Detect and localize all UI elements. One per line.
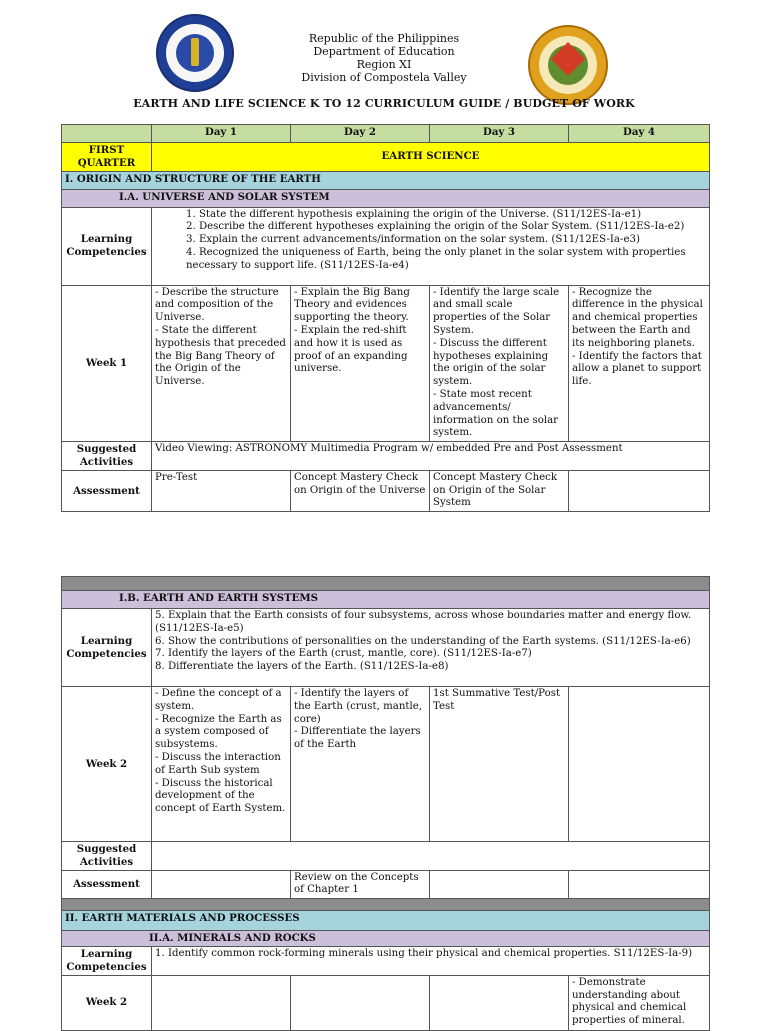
day-header: Day 1 [152, 125, 291, 143]
header-line-region: Region XI [356, 58, 412, 71]
assessment-cell: Concept Mastery Check on Origin of the Universe [291, 470, 430, 511]
suggested-activities-label: Suggested Activities [62, 442, 152, 471]
gray-separator [62, 899, 710, 911]
assessment-cell [430, 870, 569, 899]
assessment-cell: Review on the Concepts of Chapter 1 [291, 870, 430, 899]
subsection-heading: II.A. MINERALS AND ROCKS [62, 931, 710, 947]
week-cell: - Identify the large scale and small scale properties of the Solar System. - Discuss the different hypotheses explaining the origin of the solar system. - State most recent advancements/ information on the solar system. [430, 285, 569, 442]
learning-competencies-label: Learning Competencies [62, 947, 152, 976]
day-header: Day 3 [430, 125, 569, 143]
week-cell: - Explain the Big Bang Theory and evidences supporting the theory. - Explain the red-shift and how it is used as proof of an expanding universe. [291, 285, 430, 442]
week-cell [430, 975, 569, 1030]
week-cell: - Identify the layers of the Earth (crust, mantle, core) - Differentiate the layers of the Earth [291, 687, 430, 842]
week-label: Week 1 [62, 285, 152, 442]
assessment-cell: Concept Mastery Check on Origin of the Solar System [430, 470, 569, 511]
subsection-heading: I.B. EARTH AND EARTH SYSTEMS [62, 591, 710, 609]
section-heading: II. EARTH MATERIALS AND PROCESSES [62, 911, 710, 931]
division-seal-icon [528, 25, 608, 105]
suggested-activities-text [152, 842, 710, 871]
day-header: Day 2 [291, 125, 430, 143]
government-heading [220, 32, 548, 84]
week-cell: - Define the concept of a system. - Recognize the Earth as a system composed of subsystems. - Discuss the interaction of Earth Sub system - Discuss the historical development of the concept of Earth System. [152, 687, 291, 842]
week-label: Week 2 [62, 687, 152, 842]
day-header-row [62, 125, 710, 143]
header-line-department: Department of Education [313, 45, 455, 58]
assessment-cell [152, 870, 291, 899]
week-cell: 1st Summative Test/Post Test [430, 687, 569, 842]
quarter-label: FIRST QUARTER [62, 143, 152, 172]
week-cell [569, 687, 710, 842]
header-line-division: Division of Compostela Valley [301, 71, 467, 84]
week-cell [152, 975, 291, 1030]
assessment-cell: Pre-Test [152, 470, 291, 511]
week-label: Week 2 [62, 975, 152, 1030]
document-header [0, 0, 768, 124]
learning-competencies-text: 1. State the different hypothesis explaining the origin of the Universe. (S11/12ES-Ia-e1) 2. Describe the different hypotheses explaining the origin of the Solar System. (S11/12ES-Ia-e2) 3. Explain the current advancements/information on the solar system. (S11/12ES-Ia-e3) 4. Recognized the uniqueness of Earth, being the only planet in the solar system with properties necessary to support life. (S11/12ES-Ia-e4) [152, 207, 710, 285]
subsection-heading: I.A. UNIVERSE AND SOLAR SYSTEM [62, 189, 710, 207]
assessment-label: Assessment [62, 470, 152, 511]
week-cell: - Describe the structure and composition of the Universe. - State the different hypothesis that preceded the Big Bang Theory of the Origin of the Universe. [152, 285, 291, 442]
learning-competencies-text: 1. Identify common rock-forming minerals using their physical and chemical properties. S11/12ES-Ia-9) [152, 947, 710, 976]
suggested-activities-text: Video Viewing: ASTRONOMY Multimedia Program w/ embedded Pre and Post Assessment [152, 442, 710, 471]
learning-competencies-label: Learning Competencies [62, 207, 152, 285]
learning-competencies-text: 5. Explain that the Earth consists of four subsystems, across whose boundaries matter and energy flow. (S11/12ES-Ia-e5) 6. Show the contributions of personalities on the understanding of the Earth systems. (S11/12ES-Ia-e6) 7. Identify the layers of the Earth (crust, mantle, core). (S11/12ES-Ia-e7) 8. Differentiate the layers of the Earth. (S11/12ES-Ia-e8) [152, 609, 710, 687]
day-header: Day 4 [569, 125, 710, 143]
header-line-republic: Republic of the Philippines [308, 32, 460, 45]
assessment-cell [569, 470, 710, 511]
budget-table-1 [61, 124, 710, 512]
week-cell: - Demonstrate understanding about physical and chemical properties of mineral. [569, 975, 710, 1030]
week-cell [291, 975, 430, 1030]
section-heading: I. ORIGIN AND STRUCTURE OF THE EARTH [62, 171, 710, 189]
week-cell: - Recognize the difference in the physical and chemical properties between the Earth and its neighboring planets. - Identify the factors that allow a planet to support life. [569, 285, 710, 442]
budget-table-2 [61, 576, 710, 1031]
assessment-cell [569, 870, 710, 899]
learning-competencies-label: Learning Competencies [62, 609, 152, 687]
suggested-activities-label: Suggested Activities [62, 842, 152, 871]
document-title: EARTH AND LIFE SCIENCE K TO 12 CURRICULUM GUIDE / BUDGET OF WORK [133, 97, 635, 110]
assessment-label: Assessment [62, 870, 152, 899]
corner-cell [62, 125, 152, 143]
gray-separator [62, 577, 710, 591]
subject-label: EARTH SCIENCE [152, 143, 710, 172]
